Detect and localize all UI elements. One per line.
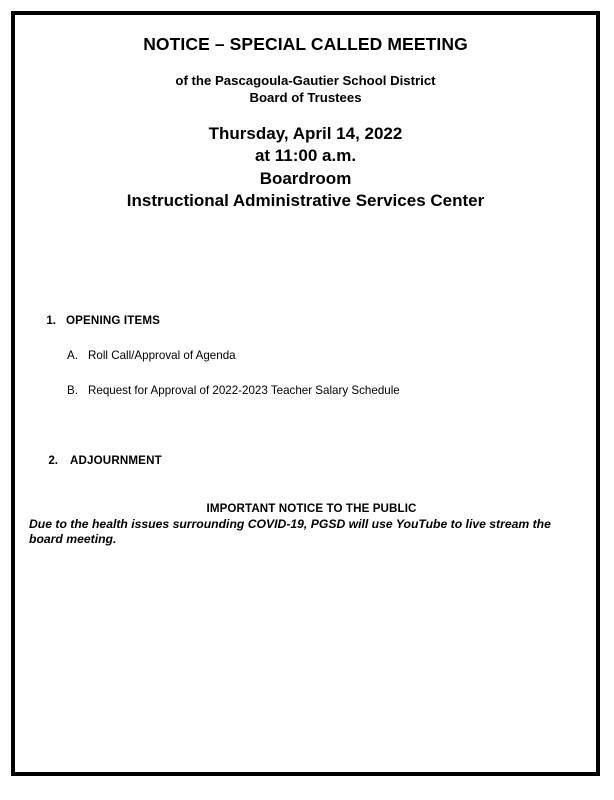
agenda-section-adjournment	[32, 454, 596, 468]
public-notice-heading: IMPORTANT NOTICE TO THE PUBLIC	[206, 502, 417, 515]
subtitle-line-district: of the Pascagoula-Gautier School District	[175, 73, 436, 88]
meeting-details	[15, 123, 596, 213]
meeting-time: at 11:00 a.m.	[254, 146, 357, 166]
agenda-section-number: 1.	[46, 314, 56, 327]
page-content	[15, 15, 596, 772]
subtitle-line-board: Board of Trustees	[249, 89, 362, 105]
document-page	[11, 11, 600, 776]
agenda-item-letter: A.	[67, 348, 78, 362]
agenda-section-label: OPENING ITEMS	[66, 314, 161, 327]
agenda-section-opening-items	[30, 314, 596, 328]
agenda-item-letter: B.	[67, 383, 78, 397]
agenda-item-roll-call	[67, 349, 596, 363]
page-title: NOTICE – SPECIAL CALLED MEETING	[143, 34, 468, 54]
meeting-date: Thursday, April 14, 2022	[208, 123, 403, 143]
agenda-list	[15, 314, 596, 468]
public-notice-body: Due to the health issues surrounding COVID-19, PGSD will use YouTube to live stream the board meeting.	[29, 516, 551, 547]
agenda-item-text: Roll Call/Approval of Agenda	[88, 348, 236, 362]
meeting-room: Boardroom	[259, 168, 352, 188]
notice-header	[15, 15, 596, 213]
agenda-section-number: 2.	[48, 453, 58, 467]
meeting-venue: Instructional Administrative Services Center	[126, 191, 485, 211]
agenda-section-label: ADJOURNMENT	[70, 453, 162, 467]
agenda-item-salary-schedule	[67, 384, 596, 398]
public-notice-block	[15, 502, 596, 548]
organization-subtitle	[15, 73, 596, 107]
agenda-item-text: Request for Approval of 2022-2023 Teacher Salary Schedule	[88, 383, 400, 397]
